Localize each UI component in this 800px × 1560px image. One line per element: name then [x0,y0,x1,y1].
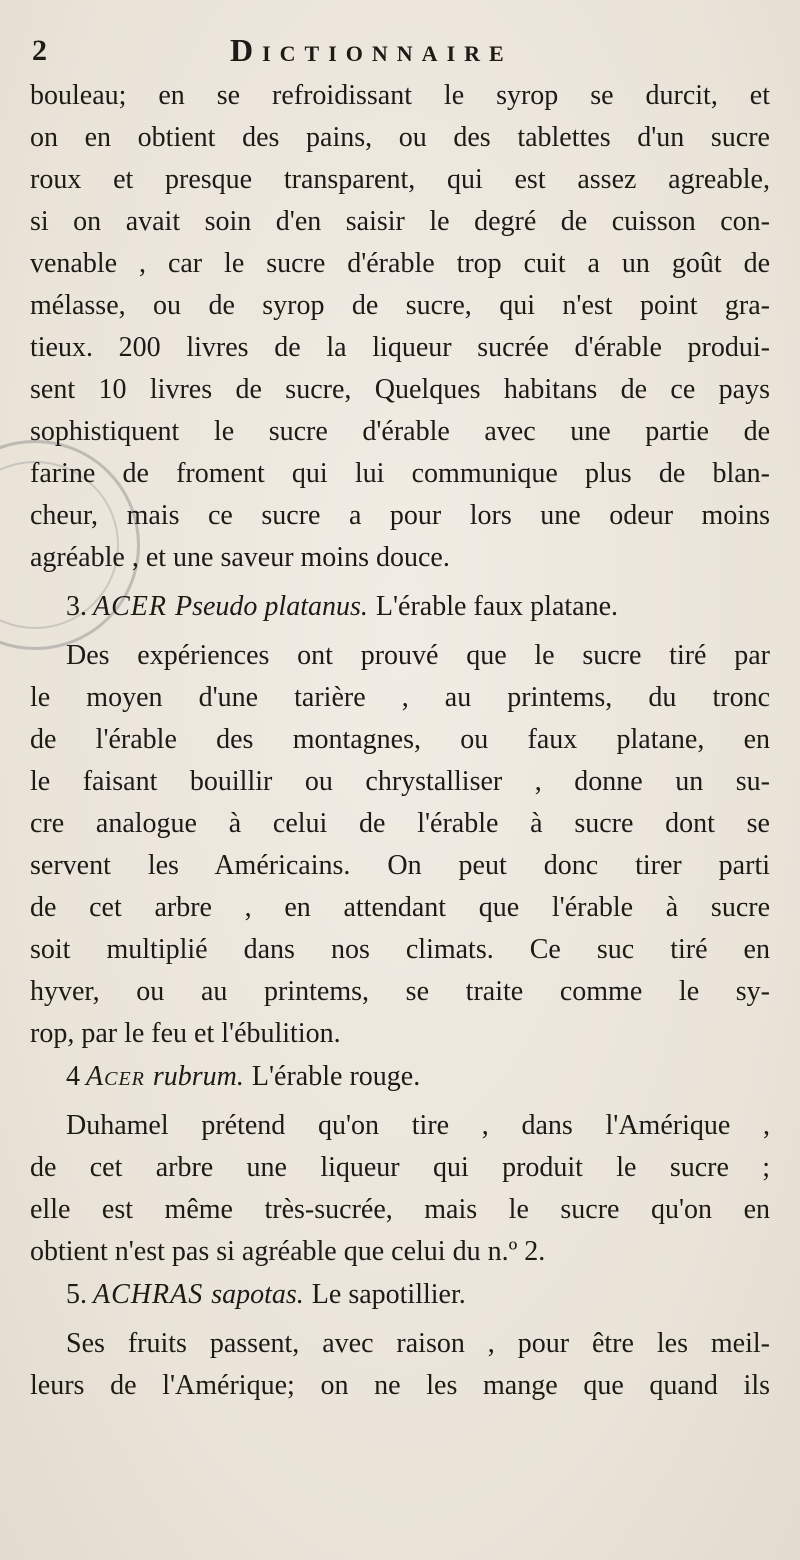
text-line: de l'érable des montagnes, ou faux platane, en [30,724,770,755]
text-line: bouleau; en se refroidissant le syrop se durcit, et [30,80,770,111]
text-line: si on avait soin d'en saisir le degré de cuisson con- [30,206,770,237]
text-line: servent les Américains. On peut donc tirer parti [30,850,770,881]
text-line: farine de froment qui lui communique plus de blan- [30,458,770,489]
text-line: le faisant bouillir ou chrystalliser , donne un su- [30,766,770,797]
text-line: Duhamel prétend qu'on tire , dans l'Amérique , [66,1110,770,1141]
text-line: on en obtient des pains, ou des tablettes d'un sucre [30,122,770,153]
entry-number: 4 [66,1061,80,1092]
text-line: hyver, ou au printems, se traite comme le sy- [30,976,770,1007]
text-line: sent 10 livres de sucre, Quelques habitans de ce pays [30,374,770,405]
entry-species: rubrum. [152,1061,244,1092]
text-line: cheur, mais ce sucre a pour lors une odeur moins [30,500,770,531]
entry-common-name: L'érable faux platane. [375,591,619,622]
body-text [30,75,770,1407]
entry-heading [30,585,770,629]
page-number: 2 [32,34,47,67]
text-line: de cet arbre , en attendant que l'érable à sucre [30,892,770,923]
entry-genus: Acer [86,1061,145,1092]
entry-number: 3. [66,591,87,622]
entry-heading [30,1055,770,1099]
text-line: rop, par le feu et l'ébulition. [30,1018,341,1049]
text-line: agréable , et une saveur moins douce. [30,542,450,573]
text-line: soit multiplié dans nos climats. Ce suc tiré en [30,934,770,965]
text-line: sophistiquent le sucre d'érable avec une partie de [30,416,770,447]
text-line: venable , car le sucre d'érable trop cuit a un goût de [30,248,770,279]
page-header [30,30,770,72]
entry-common-name: L'érable rouge. [251,1061,421,1092]
text-line: le moyen d'une tarière , au printems, du tronc [30,682,770,713]
text-line: tieux. 200 livres de la liqueur sucrée d'érable produi- [30,332,770,363]
text-line: cre analogue à celui de l'érable à sucre dont se [30,808,770,839]
entry-heading [30,1273,770,1317]
text-line: obtient n'est pas si agréable que celui du n.º 2. [30,1236,546,1267]
text-line: de cet arbre une liqueur qui produit le sucre ; [30,1152,770,1183]
running-head: Dictionnaire [230,32,513,68]
text-line: roux et presque transparent, qui est assez agreable, [30,164,770,195]
entry-genus: ACER [93,591,167,622]
entry-genus: ACHRAS [93,1279,204,1310]
entry-species: Pseudo platanus. [175,591,368,622]
text-line: leurs de l'Amérique; on ne les mange que quand ils [30,1370,770,1401]
text-line: Ses fruits passent, avec raison , pour être les meil- [66,1328,770,1359]
entry-common-name: Le sapotillier. [311,1279,466,1310]
entry-species: sapotas. [211,1279,304,1310]
text-line: elle est même très-sucrée, mais le sucre qu'on en [30,1194,770,1225]
entry-number: 5. [66,1279,87,1310]
text-line: Des expériences ont prouvé que le sucre tiré par [66,640,770,671]
text-line: mélasse, ou de syrop de sucre, qui n'est point gra- [30,290,770,321]
